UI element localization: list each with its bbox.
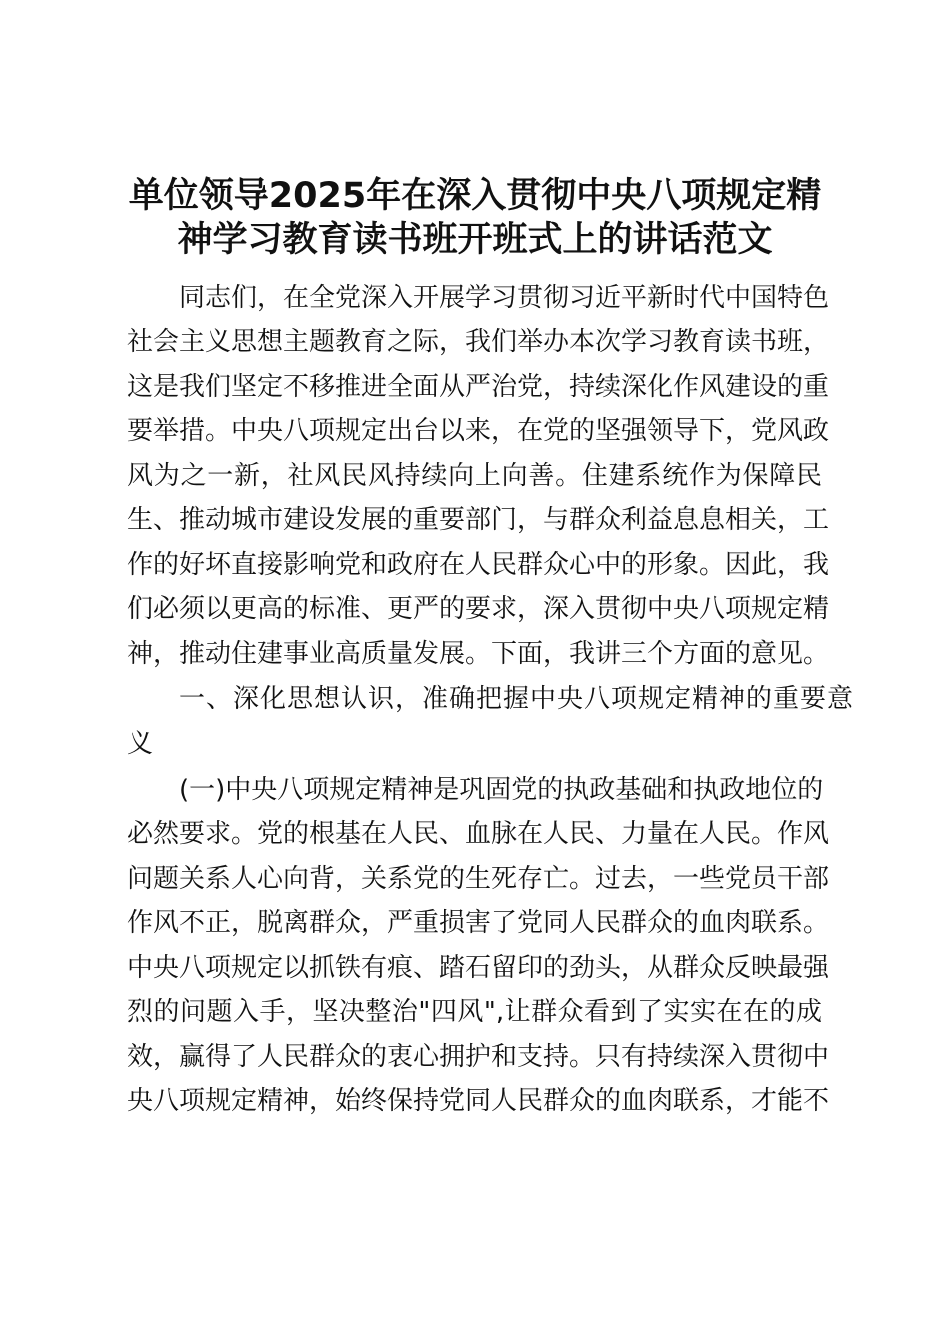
section-heading-line: 一、深化思想认识，准确把握中央八项规定精神的重要意: [179, 684, 855, 714]
paragraph-line: 烈的问题入手，坚决整治"四风",让群众看到了实实在在的成: [127, 997, 822, 1027]
paragraph-line: 中央八项规定以抓铁有痕、踏石留印的劲头，从群众反映最强: [127, 953, 830, 983]
paragraph-line: (一)中央八项规定精神是巩固党的执政基础和执政地位的: [179, 775, 824, 805]
paragraph-line: 效，赢得了人民群众的衷心拥护和支持。只有持续深入贯彻中: [127, 1042, 830, 1072]
paragraph-line: 要举措。中央八项规定出台以来，在党的坚强领导下，党风政: [127, 416, 830, 446]
paragraph-line: 生、推动城市建设发展的重要部门，与群众利益息息相关，工: [127, 505, 830, 535]
paragraph-line: 必然要求。党的根基在人民、血脉在人民、力量在人民。作风: [127, 819, 830, 849]
paragraph-line: 风为之一新，社风民风持续向上向善。住建系统作为保障民: [127, 461, 822, 491]
paragraph-line: 央八项规定精神，始终保持党同人民群众的血肉联系，才能不: [127, 1086, 830, 1116]
section-heading-line: 义: [127, 729, 154, 759]
paragraph-line: 社会主义思想主题教育之际，我们举办本次学习教育读书班，: [127, 327, 830, 357]
paragraph-line: 这是我们坚定不移推进全面从严治党，持续深化作风建设的重: [127, 372, 830, 402]
document-title-line-1: 单位领导2025年在深入贯彻中央八项规定精: [128, 176, 822, 216]
paragraph-line: 作的好坏直接影响党和政府在人民群众心中的形象。因此，我: [127, 550, 830, 580]
paragraph-line: 问题关系人心向背，关系党的生死存亡。过去，一些党员干部: [127, 864, 830, 894]
paragraph-line: 同志们，在全党深入开展学习贯彻习近平新时代中国特色: [179, 283, 830, 313]
document-title-line-2: 神学习教育读书班开班式上的讲话范文: [177, 220, 773, 260]
paragraph-line: 作风不正，脱离群众，严重损害了党同人民群众的血肉联系。: [127, 908, 830, 938]
paragraph-line: 神，推动住建事业高质量发展。下面，我讲三个方面的意见。: [127, 639, 830, 669]
paragraph-line: 们必须以更高的标准、更严的要求，深入贯彻中央八项规定精: [127, 594, 830, 624]
